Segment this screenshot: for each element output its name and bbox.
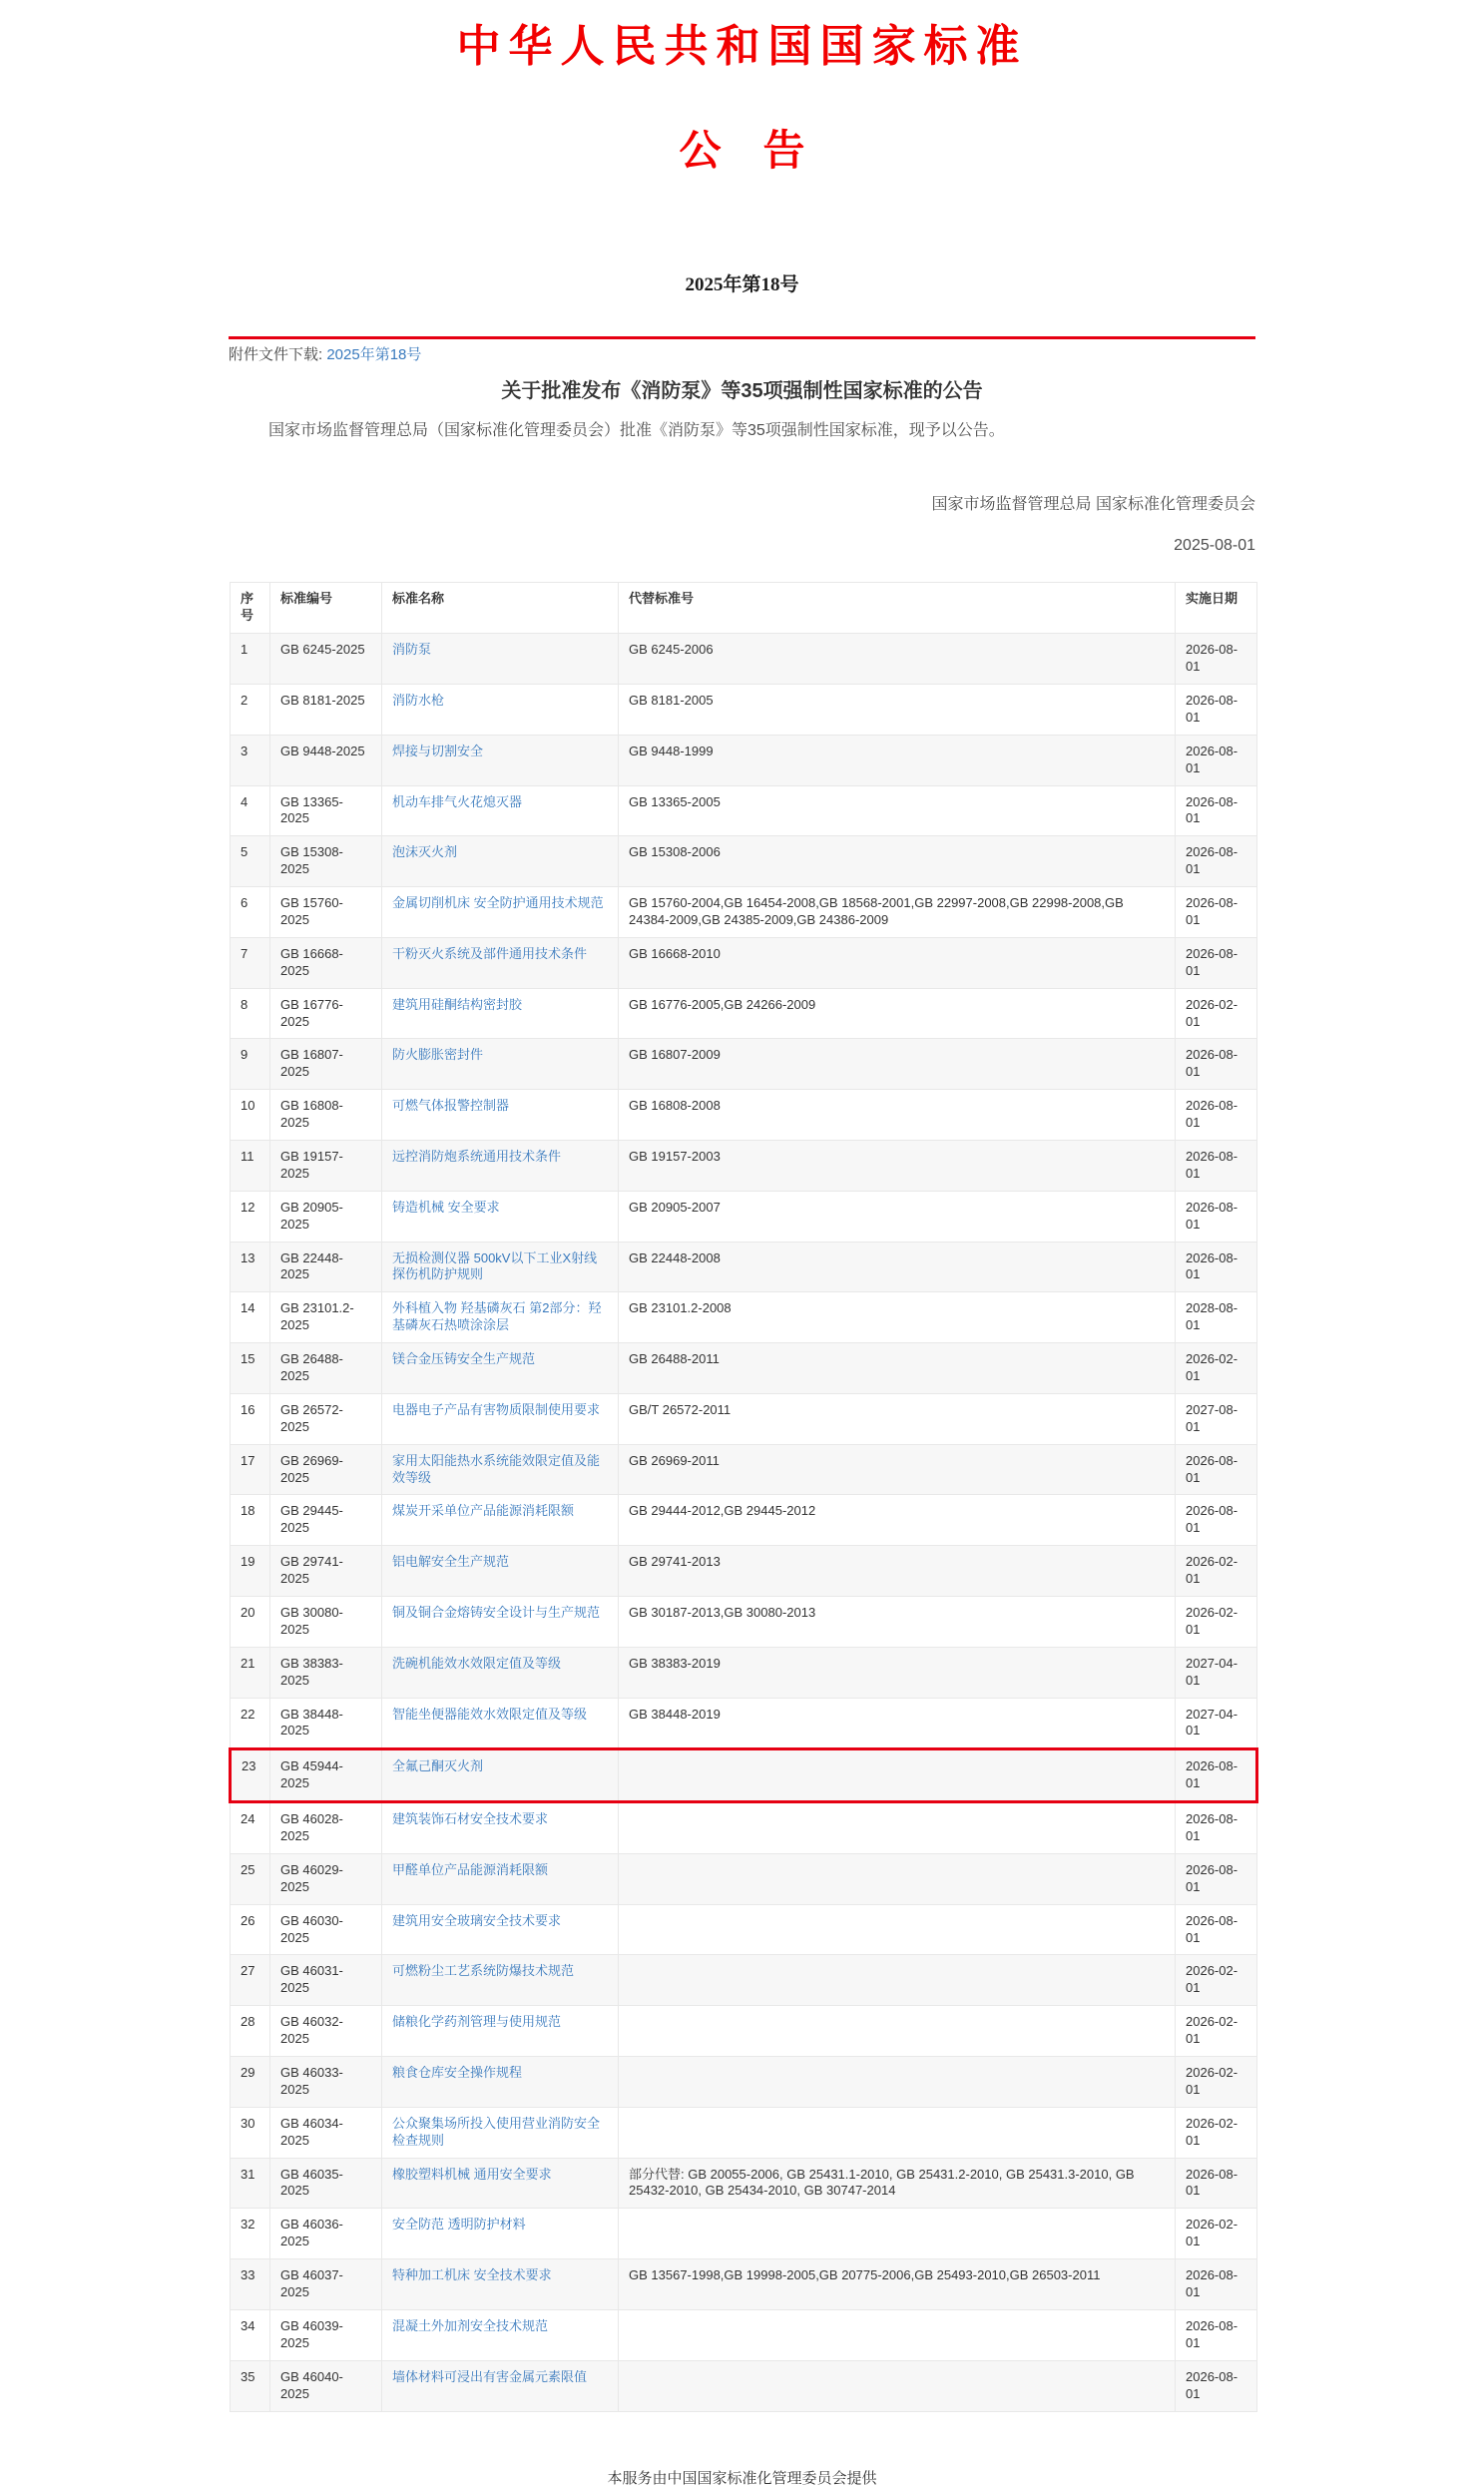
table-row	[231, 2057, 1257, 2108]
cell-implementation-date: 2026-08-01	[1176, 887, 1257, 938]
cell-standard-code: GB 29741-2025	[270, 1546, 382, 1597]
cell-standard-name	[382, 1140, 619, 1191]
cell-standard-code: GB 22448-2025	[270, 1242, 382, 1292]
cell-implementation-date: 2027-08-01	[1176, 1393, 1257, 1444]
table-row	[231, 2158, 1257, 2209]
standards-table	[229, 582, 1258, 2411]
cell-implementation-date: 2026-08-01	[1176, 1039, 1257, 1090]
cell-standard-code: GB 38448-2025	[270, 1698, 382, 1749]
cell-seq-no: 15	[231, 1343, 270, 1394]
cell-seq-no: 29	[231, 2057, 270, 2108]
cell-implementation-date: 2026-08-01	[1176, 1090, 1257, 1141]
standard-name-link[interactable]: 特种加工机床 安全技术要求	[392, 2267, 552, 2283]
cell-implementation-date: 2027-04-01	[1176, 1698, 1257, 1749]
table-row	[231, 1393, 1257, 1444]
cell-implementation-date: 2026-02-01	[1176, 2057, 1257, 2108]
standard-name-link[interactable]: 全氟己酮灭火剂	[392, 1758, 484, 1774]
table-row	[231, 684, 1257, 735]
cell-standard-name	[382, 1853, 619, 1904]
cell-seq-no: 24	[231, 1802, 270, 1854]
cell-implementation-date: 2026-08-01	[1176, 1242, 1257, 1292]
cell-standard-code: GB 46036-2025	[270, 2209, 382, 2259]
table-row	[231, 1802, 1257, 1854]
cell-standard-name	[382, 2209, 619, 2259]
cell-standard-code: GB 16807-2025	[270, 1039, 382, 1090]
cell-replaced-codes: GB 26969-2011	[619, 1444, 1176, 1495]
cell-standard-code: GB 16668-2025	[270, 937, 382, 988]
table-row	[231, 1647, 1257, 1698]
cell-standard-code: GB 29445-2025	[270, 1495, 382, 1546]
table-row	[231, 1343, 1257, 1394]
attachment-row	[229, 345, 1255, 365]
table-row	[231, 1039, 1257, 1090]
cell-standard-code: GB 8181-2025	[270, 684, 382, 735]
cell-replaced-codes: GB 16776-2005,GB 24266-2009	[619, 988, 1176, 1039]
cell-standard-name	[382, 1698, 619, 1749]
standard-name-link[interactable]: 防火膨胀密封件	[392, 1047, 484, 1063]
cell-implementation-date: 2028-08-01	[1176, 1292, 1257, 1343]
cell-replaced-codes	[619, 2209, 1176, 2259]
cell-replaced-codes	[619, 2360, 1176, 2411]
standard-name-link[interactable]: 铜及铜合金熔铸安全设计与生产规范	[392, 1605, 601, 1620]
standard-name-link[interactable]: 可燃气体报警控制器	[392, 1098, 510, 1114]
standard-name-link[interactable]: 消防水枪	[392, 692, 445, 708]
cell-standard-code: GB 20905-2025	[270, 1191, 382, 1242]
cell-standard-name	[382, 1191, 619, 1242]
cell-seq-no: 22	[231, 1698, 270, 1749]
cell-standard-code: GB 46039-2025	[270, 2309, 382, 2360]
column-header: 实施日期	[1176, 583, 1257, 634]
cell-standard-code: GB 15308-2025	[270, 836, 382, 887]
cell-standard-name	[382, 2158, 619, 2209]
cell-seq-no: 26	[231, 1904, 270, 1955]
table-row	[231, 2259, 1257, 2310]
cell-standard-name	[382, 735, 619, 785]
cell-replaced-codes: GB 13365-2005	[619, 785, 1176, 836]
cell-standard-code: GB 26488-2025	[270, 1343, 382, 1394]
cell-replaced-codes: 部分代替: GB 20055-2006, GB 25431.1-2010, GB 25431.2-2010, GB 25431.3-2010, GB 25432-2010, GB 25434-2010, GB 30747-2014	[619, 2158, 1176, 2209]
cell-seq-no: 21	[231, 1647, 270, 1698]
standard-name-link[interactable]: 铸造机械 安全要求	[392, 1199, 500, 1215]
cell-seq-no: 14	[231, 1292, 270, 1343]
cell-implementation-date: 2026-08-01	[1176, 2158, 1257, 2209]
cell-implementation-date: 2026-02-01	[1176, 1955, 1257, 2006]
cell-standard-code: GB 46028-2025	[270, 1802, 382, 1854]
table-row	[231, 836, 1257, 887]
cell-replaced-codes: GB 38383-2019	[619, 1647, 1176, 1698]
table-row	[231, 1597, 1257, 1648]
column-header: 标准名称	[382, 583, 619, 634]
cell-implementation-date: 2026-02-01	[1176, 1343, 1257, 1394]
cell-replaced-codes: GB 23101.2-2008	[619, 1292, 1176, 1343]
cell-standard-name	[382, 2309, 619, 2360]
page-title: 中华人民共和国国家标准	[456, 22, 1028, 71]
standard-name-link[interactable]: 粮食仓库安全操作规程	[392, 2065, 523, 2081]
cell-seq-no: 5	[231, 836, 270, 887]
cell-standard-code: GB 46029-2025	[270, 1853, 382, 1904]
table-row	[231, 1140, 1257, 1191]
cell-seq-no: 28	[231, 2006, 270, 2057]
standard-name-link[interactable]: 储粮化学药剂管理与使用规范	[392, 2014, 562, 2030]
cell-replaced-codes	[619, 1749, 1176, 1802]
cell-replaced-codes: GB 16808-2008	[619, 1090, 1176, 1141]
cell-standard-name	[382, 937, 619, 988]
cell-standard-code: GB 16776-2025	[270, 988, 382, 1039]
cell-standard-name	[382, 1090, 619, 1141]
cell-standard-name	[382, 1904, 619, 1955]
cell-standard-code: GB 38383-2025	[270, 1647, 382, 1698]
standard-name-link[interactable]: 建筑用安全玻璃安全技术要求	[392, 1912, 562, 1928]
table-row	[231, 2107, 1257, 2158]
cell-standard-name	[382, 1802, 619, 1854]
cell-implementation-date: 2026-08-01	[1176, 836, 1257, 887]
red-divider	[229, 336, 1255, 339]
standard-name-link[interactable]: 安全防范 透明防护材料	[392, 2217, 526, 2233]
cell-implementation-date: 2026-08-01	[1176, 1140, 1257, 1191]
cell-seq-no: 17	[231, 1444, 270, 1495]
table-row	[231, 988, 1257, 1039]
table-row	[231, 785, 1257, 836]
cell-seq-no: 3	[231, 735, 270, 785]
cell-seq-no: 8	[231, 988, 270, 1039]
cell-replaced-codes	[619, 2057, 1176, 2108]
announcement-page	[229, 22, 1255, 2487]
cell-standard-code: GB 30080-2025	[270, 1597, 382, 1648]
cell-replaced-codes: GB 20905-2007	[619, 1191, 1176, 1242]
standard-name-link[interactable]: 镁合金压铸安全生产规范	[392, 1351, 536, 1367]
cell-standard-code: GB 6245-2025	[270, 634, 382, 685]
standard-name-link[interactable]: 智能坐便器能效水效限定值及等级	[392, 1706, 588, 1722]
cell-standard-code: GB 46033-2025	[270, 2057, 382, 2108]
table-row	[231, 1242, 1257, 1292]
cell-standard-name	[382, 2360, 619, 2411]
table-row	[231, 735, 1257, 785]
cell-replaced-codes	[619, 2107, 1176, 2158]
cell-standard-name	[382, 1393, 619, 1444]
column-header: 序号	[231, 583, 270, 634]
cell-seq-no: 33	[231, 2259, 270, 2310]
cell-implementation-date: 2026-08-01	[1176, 1495, 1257, 1546]
cell-implementation-date: 2026-08-01	[1176, 634, 1257, 685]
cell-implementation-date: 2026-08-01	[1176, 735, 1257, 785]
cell-standard-name	[382, 1597, 619, 1648]
standard-name-link[interactable]: 橡胶塑料机械 通用安全要求	[392, 2166, 552, 2182]
cell-implementation-date: 2026-08-01	[1176, 2309, 1257, 2360]
table-row-highlighted	[231, 1749, 1257, 1802]
cell-standard-name	[382, 887, 619, 938]
cell-seq-no: 23	[231, 1749, 270, 1802]
cell-seq-no: 32	[231, 2209, 270, 2259]
cell-implementation-date: 2027-04-01	[1176, 1647, 1257, 1698]
cell-implementation-date: 2026-08-01	[1176, 785, 1257, 836]
table-body	[231, 634, 1257, 2411]
table-row	[231, 1853, 1257, 1904]
cell-standard-code: GB 46040-2025	[270, 2360, 382, 2411]
standard-name-link[interactable]: 焊接与切割安全	[392, 743, 484, 758]
cell-standard-code: GB 46037-2025	[270, 2259, 382, 2310]
table-row	[231, 1955, 1257, 2006]
cell-seq-no: 34	[231, 2309, 270, 2360]
cell-seq-no: 6	[231, 887, 270, 938]
cell-seq-no: 27	[231, 1955, 270, 2006]
cell-replaced-codes	[619, 1955, 1176, 2006]
cell-replaced-codes: GB 8181-2005	[619, 684, 1176, 735]
cell-implementation-date: 2026-02-01	[1176, 988, 1257, 1039]
cell-seq-no: 25	[231, 1853, 270, 1904]
cell-replaced-codes: GB 22448-2008	[619, 1242, 1176, 1292]
table-row	[231, 1444, 1257, 1495]
cell-implementation-date: 2026-02-01	[1176, 2209, 1257, 2259]
cell-standard-code: GB 26572-2025	[270, 1393, 382, 1444]
announcement-issuer: 国家市场监督管理总局 国家标准化管理委员会	[931, 496, 1255, 514]
cell-implementation-date: 2026-08-01	[1176, 1853, 1257, 1904]
cell-standard-name	[382, 684, 619, 735]
cell-standard-name	[382, 1546, 619, 1597]
cell-seq-no: 20	[231, 1597, 270, 1648]
cell-standard-code: GB 9448-2025	[270, 735, 382, 785]
cell-standard-code: GB 46030-2025	[270, 1904, 382, 1955]
cell-implementation-date: 2026-08-01	[1176, 2259, 1257, 2310]
cell-implementation-date: 2026-08-01	[1176, 1749, 1257, 1802]
cell-standard-name	[382, 634, 619, 685]
standard-name-link[interactable]: 建筑装饰石材安全技术要求	[392, 1811, 549, 1827]
cell-replaced-codes	[619, 1802, 1176, 1854]
cell-implementation-date: 2026-08-01	[1176, 1444, 1257, 1495]
cell-seq-no: 4	[231, 785, 270, 836]
cell-seq-no: 16	[231, 1393, 270, 1444]
cell-replaced-codes: GB 19157-2003	[619, 1140, 1176, 1191]
standard-name-link[interactable]: 甲醛单位产品能源消耗限额	[392, 1861, 549, 1877]
cell-standard-name	[382, 1749, 619, 1802]
cell-replaced-codes: GB 16668-2010	[619, 937, 1176, 988]
cell-implementation-date: 2026-02-01	[1176, 1546, 1257, 1597]
column-header: 标准编号	[270, 583, 382, 634]
standard-name-link[interactable]: 远控消防炮系统通用技术条件	[392, 1148, 562, 1164]
column-header: 代替标准号	[619, 583, 1176, 634]
cell-seq-no: 11	[231, 1140, 270, 1191]
cell-standard-name	[382, 1242, 619, 1292]
cell-standard-code: GB 46034-2025	[270, 2107, 382, 2158]
standard-name-link[interactable]: 无损检测仪器 500kV以下工业X射线探伤机防护规则	[392, 1249, 598, 1282]
cell-standard-name	[382, 2057, 619, 2108]
table-row	[231, 1090, 1257, 1141]
cell-standard-name	[382, 988, 619, 1039]
cell-replaced-codes: GB 13567-1998,GB 19998-2005,GB 20775-2006,GB 25493-2010,GB 26503-2011	[619, 2259, 1176, 2310]
announcement-date: 2025-08-01	[1174, 537, 1255, 555]
cell-seq-no: 2	[231, 684, 270, 735]
cell-replaced-codes: GB 9448-1999	[619, 735, 1176, 785]
cell-implementation-date: 2026-08-01	[1176, 2360, 1257, 2411]
cell-standard-name	[382, 2259, 619, 2310]
standard-name-link[interactable]: 干粉灭火系统及部件通用技术条件	[392, 945, 588, 961]
cell-replaced-codes	[619, 2309, 1176, 2360]
page-footer: 本服务由中国国家标准化管理委员会提供	[607, 2469, 877, 2487]
cell-standard-code: GB 23101.2-2025	[270, 1292, 382, 1343]
cell-implementation-date: 2026-08-01	[1176, 937, 1257, 988]
standard-name-link[interactable]: 电器电子产品有害物质限制使用要求	[392, 1401, 601, 1417]
standard-name-link[interactable]: 混凝土外加剂安全技术规范	[392, 2317, 549, 2333]
cell-replaced-codes: GB 38448-2019	[619, 1698, 1176, 1749]
table-row	[231, 2006, 1257, 2057]
cell-standard-name	[382, 1444, 619, 1495]
table-row	[231, 1292, 1257, 1343]
table-row	[231, 1698, 1257, 1749]
cell-standard-code: GB 26969-2025	[270, 1444, 382, 1495]
cell-standard-name	[382, 836, 619, 887]
cell-implementation-date: 2026-08-01	[1176, 1904, 1257, 1955]
cell-standard-name	[382, 1955, 619, 2006]
cell-replaced-codes: GB 15308-2006	[619, 836, 1176, 887]
table-row	[231, 2360, 1257, 2411]
cell-seq-no: 10	[231, 1090, 270, 1141]
cell-replaced-codes: GB 29741-2013	[619, 1546, 1176, 1597]
table-row	[231, 634, 1257, 685]
cell-standard-code: GB 46035-2025	[270, 2158, 382, 2209]
standard-name-link[interactable]: 泡沫灭火剂	[392, 844, 458, 860]
table-row	[231, 887, 1257, 938]
cell-standard-code: GB 46031-2025	[270, 1955, 382, 2006]
cell-replaced-codes	[619, 2006, 1176, 2057]
table-row	[231, 1495, 1257, 1546]
standard-name-link[interactable]: 洗碗机能效水效限定值及等级	[392, 1655, 562, 1671]
cell-replaced-codes: GB/T 26572-2011	[619, 1393, 1176, 1444]
table-row	[231, 2209, 1257, 2259]
cell-seq-no: 19	[231, 1546, 270, 1597]
cell-standard-name	[382, 785, 619, 836]
table-row	[231, 1546, 1257, 1597]
standard-name-link[interactable]: 消防泵	[392, 642, 432, 658]
standard-name-link[interactable]: 铝电解安全生产规范	[392, 1554, 510, 1570]
cell-standard-code: GB 45944-2025	[270, 1749, 382, 1802]
cell-implementation-date: 2026-08-01	[1176, 1191, 1257, 1242]
announcement-body: 国家市场监督管理总局（国家标准化管理委员会）批准《消防泵》等35项强制性国家标准，现予以公告。	[268, 421, 1005, 439]
standard-name-link[interactable]: 金属切削机床 安全防护通用技术规范	[392, 895, 604, 911]
cell-seq-no: 31	[231, 2158, 270, 2209]
page-subtitle: 公 告	[679, 129, 805, 176]
standard-name-link[interactable]: 煤炭开采单位产品能源消耗限额	[392, 1503, 575, 1519]
cell-replaced-codes: GB 26488-2011	[619, 1343, 1176, 1394]
cell-replaced-codes: GB 16807-2009	[619, 1039, 1176, 1090]
attachment-link[interactable]: 2025年第18号	[326, 346, 422, 364]
cell-seq-no: 1	[231, 634, 270, 685]
cell-implementation-date: 2026-02-01	[1176, 1597, 1257, 1648]
cell-implementation-date: 2026-08-01	[1176, 1802, 1257, 1854]
cell-standard-name	[382, 1039, 619, 1090]
cell-implementation-date: 2026-02-01	[1176, 2006, 1257, 2057]
cell-standard-code: GB 15760-2025	[270, 887, 382, 938]
cell-standard-code: GB 46032-2025	[270, 2006, 382, 2057]
cell-replaced-codes	[619, 1853, 1176, 1904]
standard-name-link[interactable]: 外科植入物 羟基磷灰石 第2部分：羟基磷灰石热喷涂涂层	[392, 1300, 602, 1333]
cell-seq-no: 13	[231, 1242, 270, 1292]
cell-replaced-codes	[619, 1904, 1176, 1955]
cell-seq-no: 7	[231, 937, 270, 988]
cell-seq-no: 30	[231, 2107, 270, 2158]
standard-name-link[interactable]: 家用太阳能热水系统能效限定值及能效等级	[392, 1452, 601, 1485]
cell-seq-no: 35	[231, 2360, 270, 2411]
cell-replaced-codes: GB 6245-2006	[619, 634, 1176, 685]
table-row	[231, 1191, 1257, 1242]
standard-name-link[interactable]: 公众聚集场所投入使用营业消防安全检查规则	[392, 2115, 601, 2148]
cell-seq-no: 9	[231, 1039, 270, 1090]
cell-standard-name	[382, 1292, 619, 1343]
cell-replaced-codes: GB 30187-2013,GB 30080-2013	[619, 1597, 1176, 1648]
cell-standard-name	[382, 1647, 619, 1698]
standard-name-link[interactable]: 机动车排气火花熄灭器	[392, 793, 523, 809]
table-row	[231, 2309, 1257, 2360]
cell-seq-no: 12	[231, 1191, 270, 1242]
cell-standard-code: GB 13365-2025	[270, 785, 382, 836]
standard-name-link[interactable]: 建筑用硅酮结构密封胶	[392, 996, 523, 1012]
cell-seq-no: 18	[231, 1495, 270, 1546]
table-row	[231, 937, 1257, 988]
cell-standard-name	[382, 1495, 619, 1546]
table-row	[231, 1904, 1257, 1955]
announcement-title: 关于批准发布《消防泵》等35项强制性国家标准的公告	[501, 379, 983, 402]
cell-standard-name	[382, 2006, 619, 2057]
cell-replaced-codes: GB 29444-2012,GB 29445-2012	[619, 1495, 1176, 1546]
cell-standard-name	[382, 1343, 619, 1394]
cell-implementation-date: 2026-08-01	[1176, 684, 1257, 735]
attachment-label: 附件文件下载:	[229, 346, 327, 364]
issue-number: 2025年第18号	[685, 274, 799, 296]
cell-standard-name	[382, 2107, 619, 2158]
cell-standard-code: GB 19157-2025	[270, 1140, 382, 1191]
standard-name-link[interactable]: 墙体材料可浸出有害金属元素限值	[392, 2368, 588, 2384]
standard-name-link[interactable]: 可燃粉尘工艺系统防爆技术规范	[392, 1963, 575, 1979]
cell-standard-code: GB 16808-2025	[270, 1090, 382, 1141]
cell-implementation-date: 2026-02-01	[1176, 2107, 1257, 2158]
cell-replaced-codes: GB 15760-2004,GB 16454-2008,GB 18568-2001,GB 22997-2008,GB 22998-2008,GB 24384-2009,GB 24385-2009,GB 24386-2009	[619, 887, 1176, 938]
table-header-row	[231, 583, 1257, 634]
